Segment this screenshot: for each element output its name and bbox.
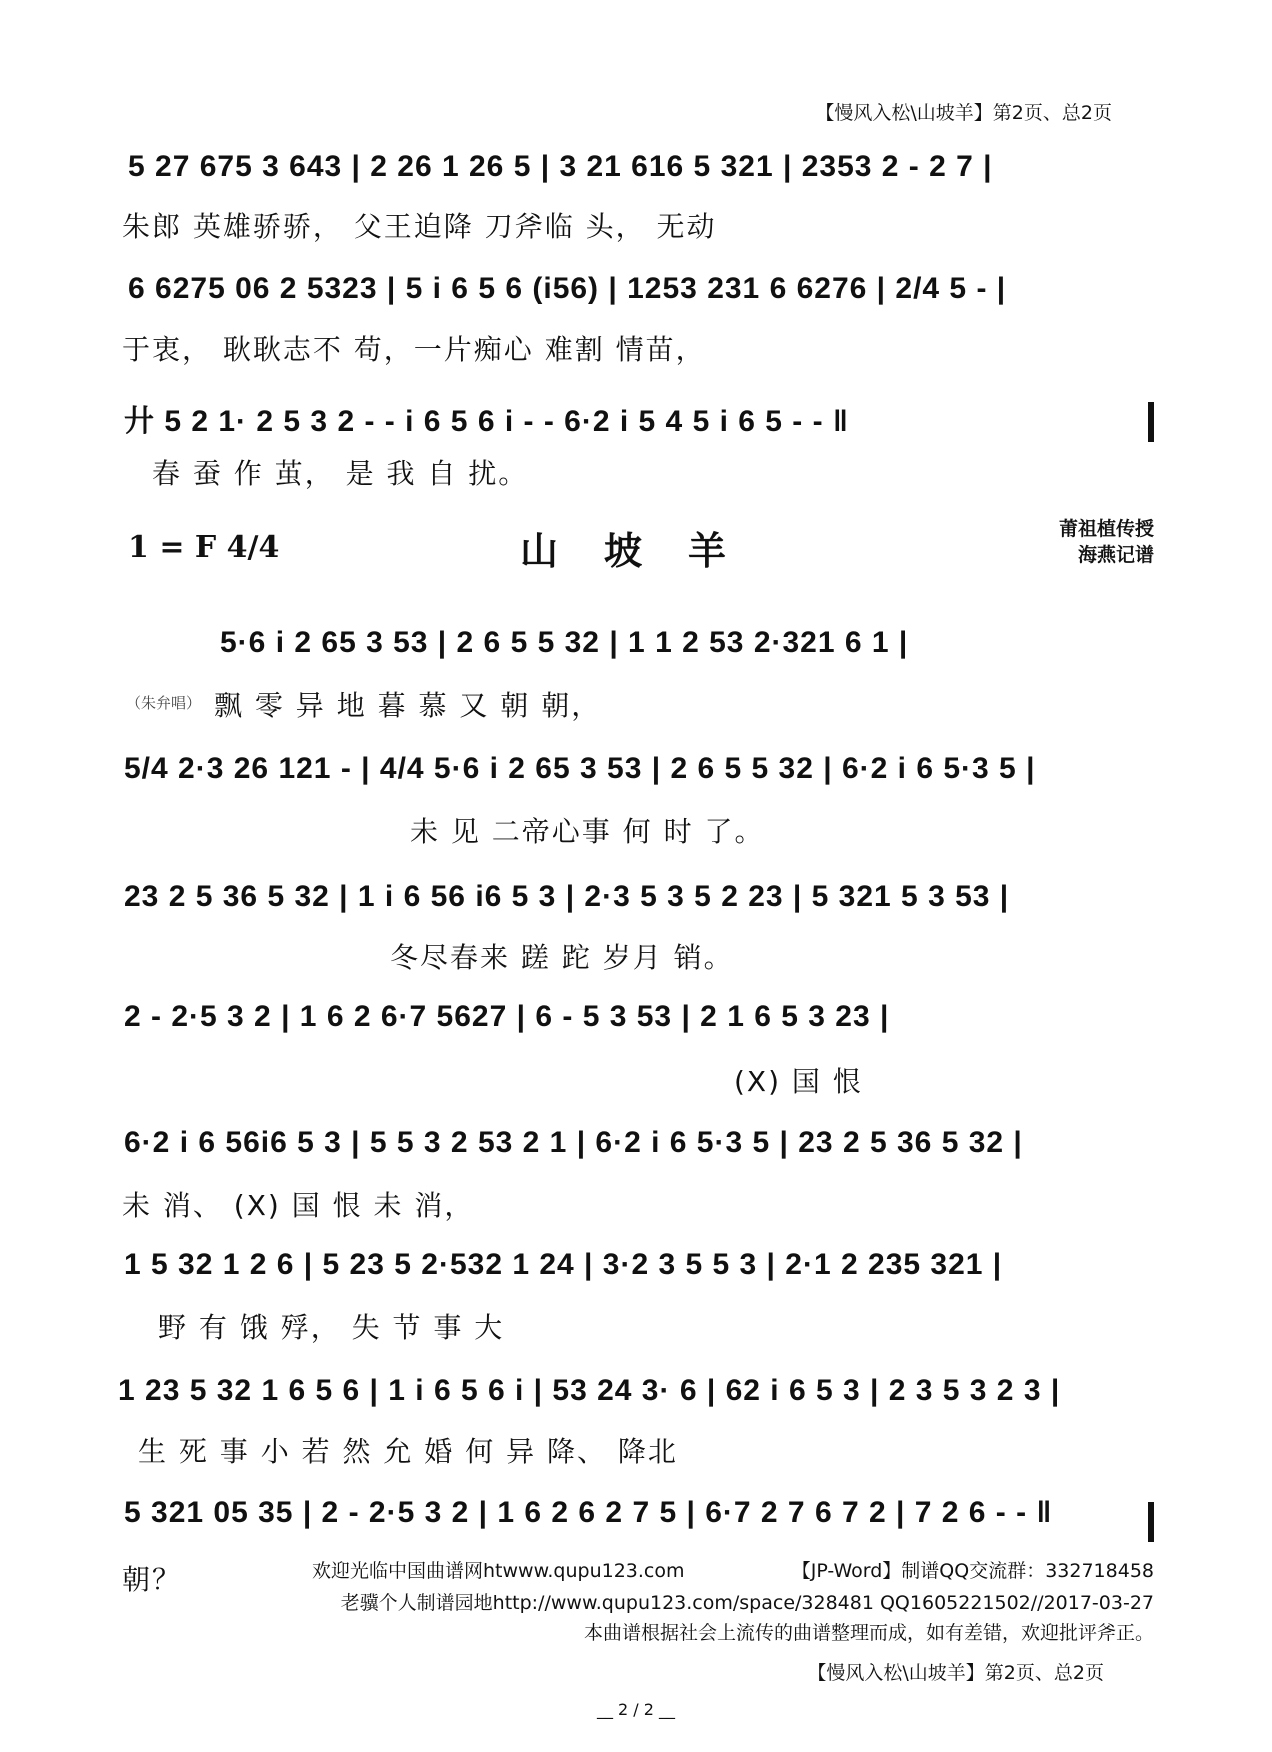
song-title: 山坡羊 [520,528,773,573]
disclaimer: 本曲谱根据社会上流传的曲谱整理而成，如有差错，欢迎批评斧正。 [583,1622,1154,1644]
credit-transcriber: 海燕记谱 [1077,544,1154,566]
key-signature: 1 = F 4/4 [128,530,280,565]
page-footer: 【慢风入松\山坡羊】第2页、总2页 [807,1662,1104,1684]
notation-row-8: 6·2 i 6 56i6 5 3 | 5 5 3 2 53 2 1 | 6·2 i 6 5·3 5 | 23 2 5 36 5 32 | [124,1126,1023,1159]
lyric-row-5: 未 见 二帝心事 何 时 了。 [410,815,765,848]
notation-row-2: 6 6275 06 2 5323 | 5 i 6 5 6 (i56) | 1253 231 6 6276 | 2/4 5 - | [128,272,1007,305]
lyric-row-4: 飘 零 异 地 暮 慕 又 朝 朝， [214,689,602,722]
page-number: __ 2 / 2 __ [596,1700,676,1719]
notation-row-7: 2 - 2·5 3 2 | 1 6 2 6·7 5627 | 6 - 5 3 53 | 2 1 6 5 3 23 | [124,1000,890,1033]
lyric-row-9: 野 有 饿 殍， 失 节 事 大 [158,1311,505,1344]
lyric-row-10: 生 死 事 小 若 然 允 婚 何 异 降、 降北 [138,1435,678,1468]
notation-row-3: 廾 5 2 1· 2 5 3 2 - - i 6 5 6 i - - 6·2 i 5 4 5 i 6 5 - - ‖ [124,405,849,438]
final-barline [1148,402,1154,442]
lyric-row-2: 于衷， 耿耿志不 苟，一片痴心 难割 情苗， [122,333,706,366]
notation-row-9: 1 5 32 1 2 6 | 5 23 5 2·532 1 24 | 3·2 3 5 5 3 | 2·1 2 235 321 | [124,1248,1003,1281]
lyric-row-6: 冬尽春来 蹉 跎 岁月 销。 [390,941,734,974]
site-welcome: 欢迎光临中国曲谱网htwww.qupu123.com [312,1560,685,1582]
lyric-row-3: 春 蚕 作 茧， 是 我 自 扰。 [152,457,529,490]
page-header: 【慢风入松\山坡羊】第2页、总2页 [815,102,1112,124]
notation-row-11: 5 321 05 35 | 2 - 2·5 3 2 | 1 6 2 6 2 7 5 | 6·7 2 7 6 7 2 | 7 2 6 - - ‖ [124,1496,1053,1529]
lyric-row-1: 朱郎 英雄骄骄， 父王迫降 刀斧临 头， 无动 [122,210,717,243]
lyric-row-11: 朝？ [122,1563,183,1596]
notation-row-10: 1 23 5 32 1 6 5 6 | 1 i 6 5 6 i | 53 24 3· 6 | 62 i 6 5 3 | 2 3 5 3 2 3 | [118,1374,1061,1407]
notation-row-1: 5 27 675 3 643 | 2 26 1 26 5 | 3 21 616 5 321 | 2353 2 - 2 7 | [128,150,993,183]
notation-row-5: 5/4 2·3 26 121 - | 4/4 5·6 i 2 65 3 53 | 2 6 5 5 32 | 6·2 i 6 5·3 5 | [124,752,1036,785]
notation-row-6: 23 2 5 36 5 32 | 1 i 6 56 i6 5 3 | 2·3 5 3 5 2 23 | 5 321 5 3 53 | [124,880,1010,913]
lyric-row-8: 未 消、 (X) 国 恨 未 消， [122,1189,475,1222]
qq-group: 【JP-Word】制谱QQ交流群：332718458 [791,1560,1154,1582]
singer-label: （朱弁唱） [126,694,202,712]
credit-teacher: 莆祖植传授 [1058,518,1154,540]
final-barline-end [1148,1502,1154,1542]
author-link: 老骥个人制谱园地http://www.qupu123.com/space/328481 QQ1605221502//2017-03-27 [340,1592,1154,1614]
notation-row-4: 5·6 i 2 65 3 53 | 2 6 5 5 32 | 1 1 2 53 2·321 6 1 | [220,626,909,659]
lyric-row-7: (X) 国 恨 [734,1065,863,1098]
